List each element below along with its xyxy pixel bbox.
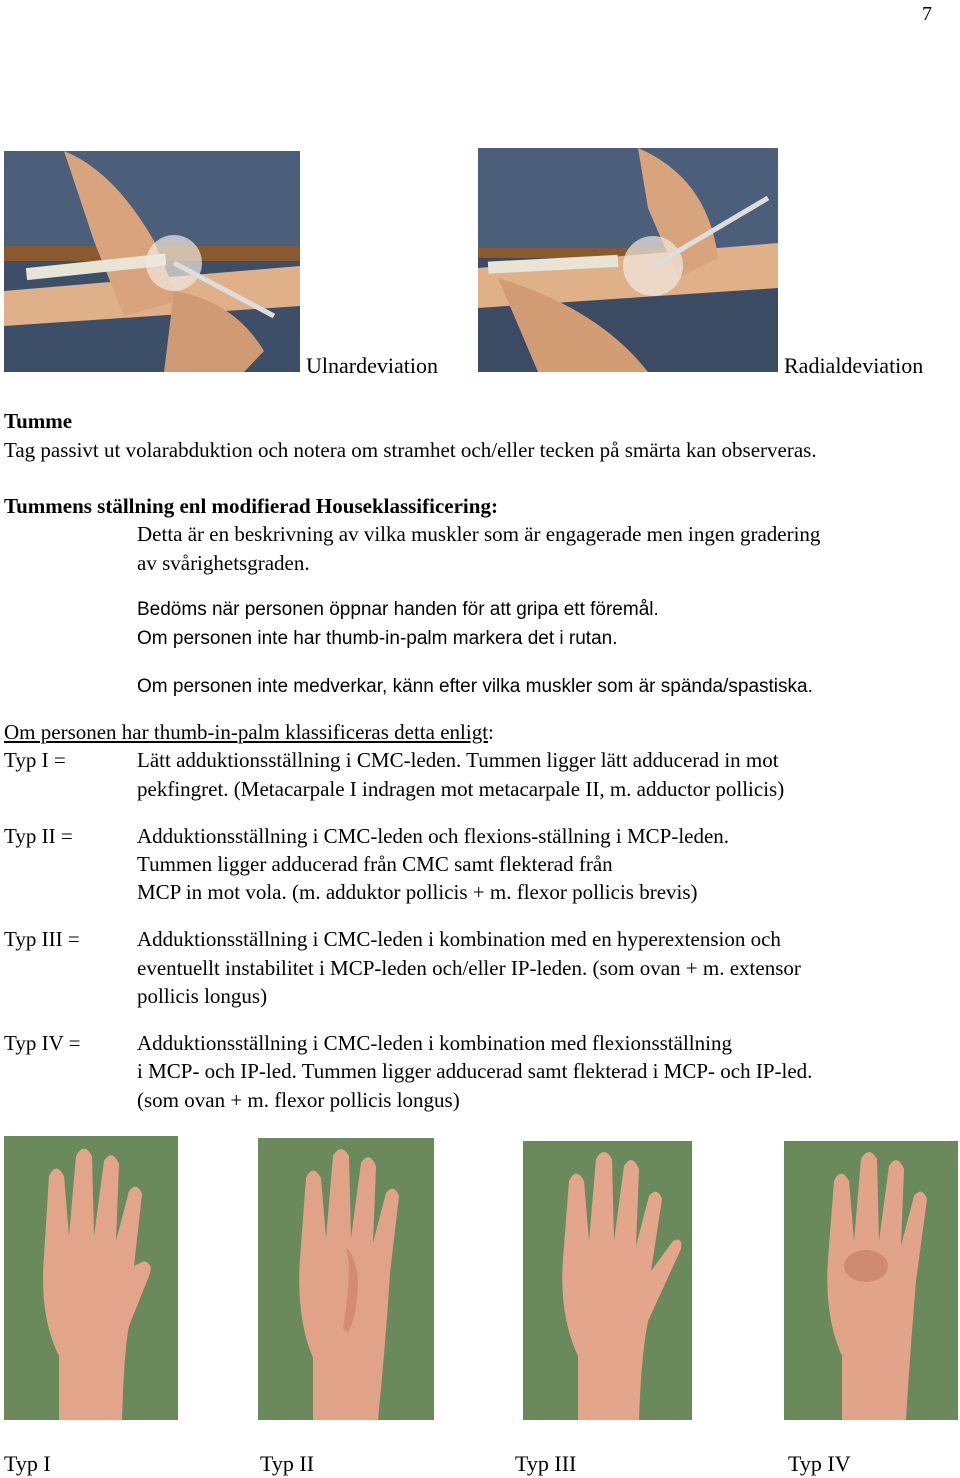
thumb-heading: Tumme [4, 409, 73, 433]
classification-intro [4, 718, 494, 747]
thumb-text: Tag passivt ut volarabduktion och notera om stramhet och/eller tecken på smärta kan observeras. [4, 438, 817, 462]
type-1-line2: pekfingret. (Metacarpale I indragen mot metacarpale II, m. adductor pollicis) [137, 777, 785, 801]
position-desc-line1: Detta är en beskrivning av vilka muskler som är engagerade men ingen gradering [137, 522, 821, 546]
type-3-line3: pollicis longus) [137, 984, 268, 1008]
position-desc-line2: av svårighetsgraden. [137, 551, 310, 575]
type-2-line1: Adduktionsställning i CMC-leden och flexions-ställning i MCP-leden. [137, 824, 730, 848]
hand-type-3-photo [523, 1141, 692, 1420]
ulnardeviation-photo [4, 151, 300, 372]
type-3-line1: Adduktionsställning i CMC-leden i kombination med en hyperextension och [137, 927, 781, 951]
classification-intro-text: Om personen har thumb-in-palm klassificeras detta enligt [4, 720, 489, 744]
type-1-label: Typ I = [4, 748, 66, 772]
type-2-line3: MCP in mot vola. (m. adduktor pollicis + m. flexor pollicis brevis) [137, 880, 698, 904]
type-4-label: Typ IV = [4, 1031, 81, 1055]
assess-line2: Om personen inte har thumb-in-palm markera det i rutan. [137, 628, 618, 649]
classification-intro-colon: : [488, 720, 494, 744]
type-1-line1: Lätt adduktionsställning i CMC-leden. Tummen ligger lätt adducerad in mot [137, 748, 779, 772]
coop-line: Om personen inte medverkar, känn efter vilka muskler som är spända/spastiska. [137, 676, 813, 697]
hand-type-3-caption: Typ III [515, 1451, 577, 1476]
hand-type-1-caption: Typ I [4, 1451, 51, 1476]
position-heading: Tummens ställning enl modifierad Houseklassificering: [4, 494, 498, 518]
type-3-line2: eventuellt instabilitet i MCP-leden och/eller IP-leden. (som ovan + m. extensor [137, 956, 801, 980]
hand-type-4-photo [784, 1141, 958, 1420]
type-2-label: Typ II = [4, 824, 73, 848]
radialdeviation-caption: Radialdeviation [784, 353, 924, 378]
hand-type-4-caption: Typ IV [788, 1451, 851, 1476]
type-4-line2: i MCP- och IP-led. Tummen ligger adducerad samt flekterad i MCP- och IP-led. [137, 1059, 813, 1083]
type-2-line2: Tummen ligger adducerad från CMC samt flekterad från [137, 852, 613, 876]
type-4-line1: Adduktionsställning i CMC-leden i kombination med flexionsställning [137, 1031, 732, 1055]
ulnardeviation-caption: Ulnardeviation [306, 353, 438, 378]
type-4-line3: (som ovan + m. flexor pollicis longus) [137, 1088, 460, 1112]
type-3-label: Typ III = [4, 927, 80, 951]
hand-type-1-photo [4, 1136, 178, 1420]
hand-type-2-photo [258, 1138, 434, 1420]
page-number: 7 [922, 3, 932, 25]
radialdeviation-photo [478, 148, 778, 372]
hand-type-2-caption: Typ II [260, 1451, 315, 1476]
assess-line1: Bedöms när personen öppnar handen för att gripa ett föremål. [137, 599, 659, 620]
